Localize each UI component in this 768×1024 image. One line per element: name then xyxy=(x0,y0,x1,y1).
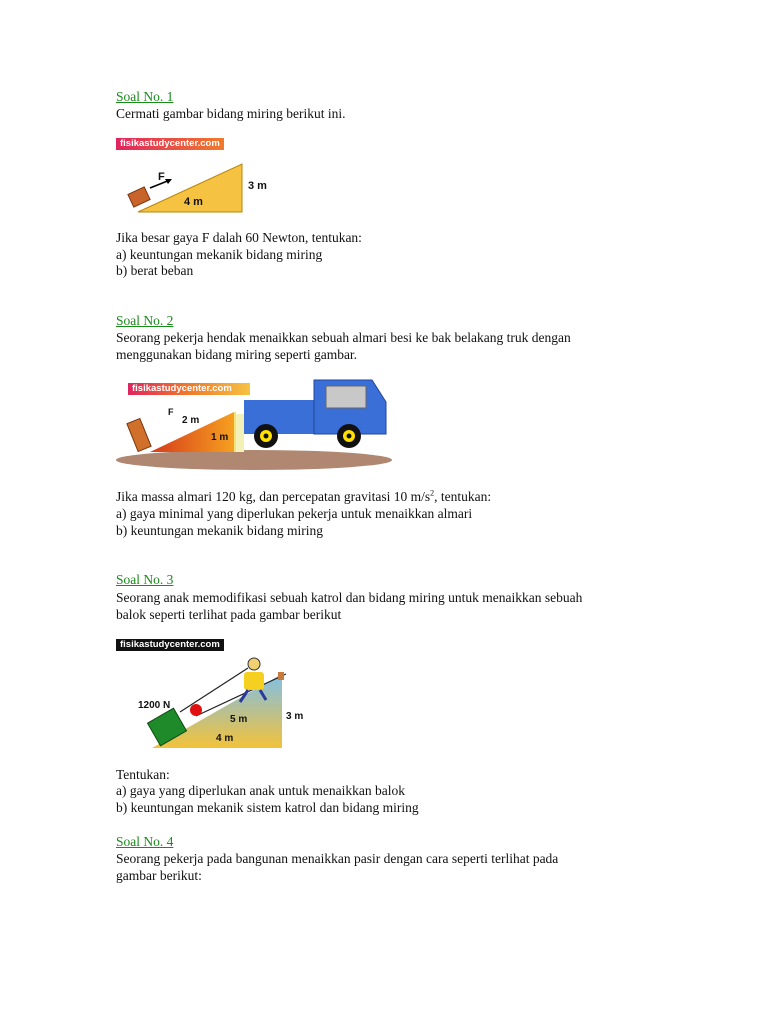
q1-intro: Cermati gambar bidang miring berikut ini. xyxy=(116,106,346,121)
label-base: 4 m xyxy=(216,733,234,744)
label-force: F xyxy=(168,407,174,417)
q3-figure xyxy=(116,638,316,750)
q2-line: Jika massa almari 120 kg, dan percepatan gravitasi 10 $m/s^2$, tentukan: xyxy=(116,488,492,504)
q1-title[interactable]: Soal No. 1 xyxy=(116,89,174,104)
label-height: 3 m xyxy=(286,711,304,722)
label-slope: 2 m xyxy=(182,415,200,426)
q3-line: b) keuntungan mekanik sistem katrol dan bidang miring xyxy=(116,800,419,815)
q1-figure xyxy=(116,138,276,216)
watermark: fisikastudycenter.com xyxy=(128,383,250,395)
label-slope: 5 m xyxy=(230,714,248,725)
q3-title[interactable]: Soal No. 3 xyxy=(116,572,174,587)
label-height: 3 m xyxy=(248,180,267,192)
label-base: 4 m xyxy=(184,196,203,208)
q2-line: b) keuntungan mekanik bidang miring xyxy=(116,523,323,538)
q4-intro: Seorang pekerja pada bangunan menaikkan pasir dengan cara seperti terlihat pada xyxy=(116,851,559,866)
label-weight: 1200 N xyxy=(138,700,171,711)
label-height: 1 m xyxy=(211,432,229,443)
q1-line: Jika besar gaya F dalah 60 Newton, tentukan: xyxy=(116,230,362,245)
q3-intro: balok seperti terlihat pada gambar berikut xyxy=(116,607,342,622)
q1-line: a) keuntungan mekanik bidang miring xyxy=(116,247,323,262)
block xyxy=(128,187,150,207)
q2-figure xyxy=(114,378,394,474)
truck-window xyxy=(326,386,366,408)
q2-line: a) gaya minimal yang diperlukan pekerja untuk menaikkan almari xyxy=(116,506,473,521)
ground xyxy=(116,450,392,470)
q2-intro: Seorang pekerja hendak menaikkan sebuah almari besi ke bak belakang truk dengan xyxy=(116,330,571,345)
q3-intro: Seorang anak memodifikasi sebuah katrol dan bidang miring untuk menaikkan sebuah xyxy=(116,590,583,605)
watermark: fisikastudycenter.com xyxy=(116,138,224,150)
person xyxy=(244,672,264,690)
q1-line: b) berat beban xyxy=(116,263,194,278)
pulley xyxy=(190,704,202,716)
q4-title[interactable]: Soal No. 4 xyxy=(116,834,174,849)
q2-intro: menggunakan bidang miring seperti gambar. xyxy=(116,347,358,362)
cabinet xyxy=(127,418,151,451)
q3-line: a) gaya yang diperlukan anak untuk menaikkan balok xyxy=(116,783,406,798)
watermark: fisikastudycenter.com xyxy=(116,639,224,651)
q4-intro: gambar berikut: xyxy=(116,868,202,883)
q3-line: Tentukan: xyxy=(116,767,170,782)
q2-title[interactable]: Soal No. 2 xyxy=(116,313,174,328)
label-force: F xyxy=(158,171,165,183)
